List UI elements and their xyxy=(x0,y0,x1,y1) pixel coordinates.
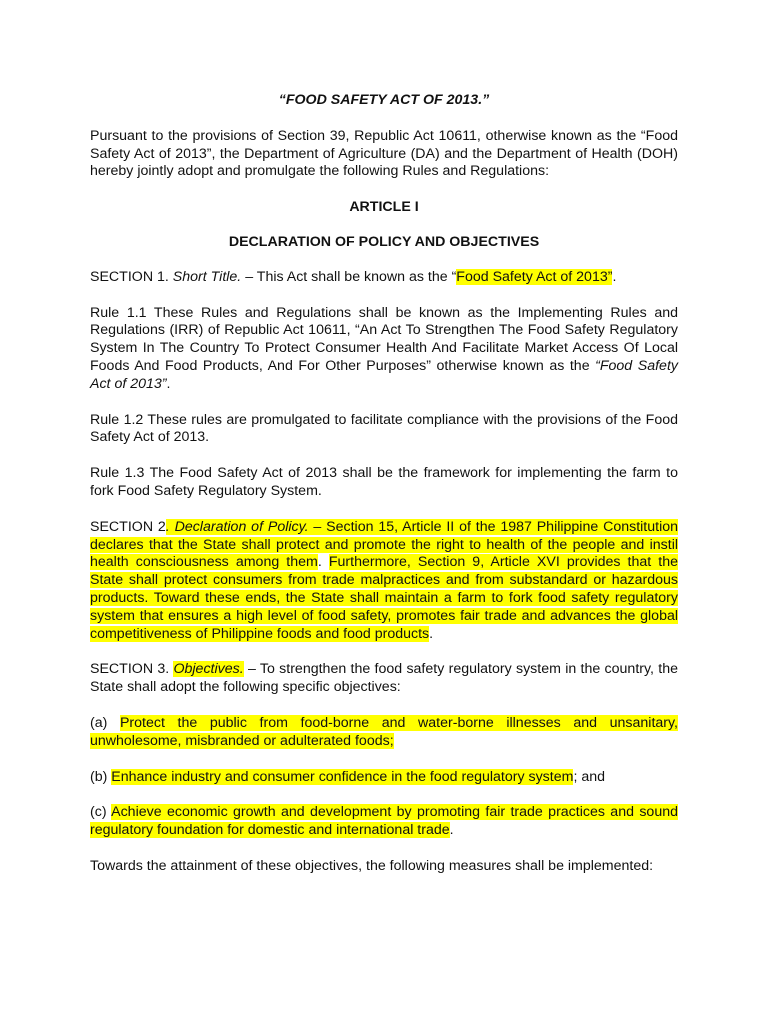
rule-1-2-paragraph: Rule 1.2 These rules are promulgated to facilitate compliance with the provisions of the Food Safety Act of 2013. xyxy=(90,411,678,446)
section-3-label: SECTION 3. xyxy=(90,661,174,678)
section-1-highlight: Food Safety Act of 2013” xyxy=(456,268,613,285)
section-1-end: . xyxy=(612,268,617,285)
rule-1-1-text: Rule 1.1 These Rules and Regulations shall be known as the Implementing Rules and Regulations (IRR) of Republic Act 10611, “An Act To Strengthen The Food Safety Regulatory System In The Country To Protect Consumer Health And Facilitate Market Access Of Local Foods And Food Products, And For Other Purposes” otherwise known as the xyxy=(90,304,678,374)
section-2-text-2: Furthermore, Section 9, Article XVI provides that the State shall protect consumers from trade malpractices and from substandard or hazardous products. Toward these ends, the State shall maintain a farm to fork food safety regulatory system that ensures a high level of food safety, promotes fair trade and advances the global competitiveness of Philippine foods and food products xyxy=(90,554,678,642)
objective-b-text: Enhance industry and consumer confidence in the food regulatory system xyxy=(111,768,574,785)
section-1-text: – This Act shall be known as the “ xyxy=(241,268,457,285)
rule-1-3-paragraph: Rule 1.3 The Food Safety Act of 2013 shall be the framework for implementing the farm to fork Food Safety Regulatory System. xyxy=(90,465,678,499)
objective-c-text: Achieve economic growth and development by promoting fair trade practices and sound regulatory foundation for domestic and international trade xyxy=(90,804,678,839)
objective-c-suffix: . xyxy=(449,822,454,839)
closing-paragraph: Towards the attainment of these objectives, the following measures shall be implemented: xyxy=(90,857,654,874)
document-page xyxy=(90,92,678,894)
section-2-end: . xyxy=(429,625,434,642)
objective-b xyxy=(90,769,678,787)
objective-c-prefix: (c) xyxy=(90,804,112,821)
section-2-paragraph xyxy=(90,519,678,644)
objective-b-suffix: ; and xyxy=(573,768,605,785)
objective-a xyxy=(90,715,678,751)
section-2-text-1: – Section 15, Article II of the 1987 Philippine Constitution declares that the State shall protect and promote the right to health of the people and instil health consciousness among them xyxy=(90,518,678,571)
section-1-label: SECTION 1. xyxy=(90,268,173,285)
rule-1-1-paragraph xyxy=(90,305,678,394)
rule-1-1-italic: “Food Safety Act of 2013” xyxy=(90,357,678,392)
section-1-title: Short Title. xyxy=(172,268,242,285)
section-2-gap: . xyxy=(317,554,329,571)
objective-c xyxy=(90,804,678,840)
article-subheading: DECLARATION OF POLICY AND OBJECTIVES xyxy=(228,233,540,250)
objective-a-prefix: (a) xyxy=(90,714,120,731)
section-2-title: . Declaration of Policy. xyxy=(165,518,309,535)
objective-a-text: Protect the public from food-borne and water-borne illnesses and unsanitary, unwholesome, misbranded or adulterated foods; xyxy=(90,714,678,749)
rule-1-1-end: . xyxy=(166,375,171,392)
article-heading: ARTICLE I xyxy=(349,199,419,216)
objective-b-prefix: (b) xyxy=(90,768,112,785)
section-3-paragraph xyxy=(90,661,678,697)
document-title: “FOOD SAFETY ACT OF 2013.” xyxy=(278,92,490,108)
section-1-paragraph xyxy=(90,269,678,287)
section-3-text: – To strengthen the food safety regulatory system in the country, the State shall adopt the following specific objectives: xyxy=(90,661,678,696)
section-2-label: SECTION 2 xyxy=(90,518,166,535)
intro-paragraph: Pursuant to the provisions of Section 39, Republic Act 10611, otherwise known as the “Food Safety Act of 2013”, the Department of Agriculture (DA) and the Department of Health (DOH) hereby jointly adopt and promulgate the following Rules and Regulations: xyxy=(90,127,678,180)
section-3-title: Objectives. xyxy=(173,661,244,678)
